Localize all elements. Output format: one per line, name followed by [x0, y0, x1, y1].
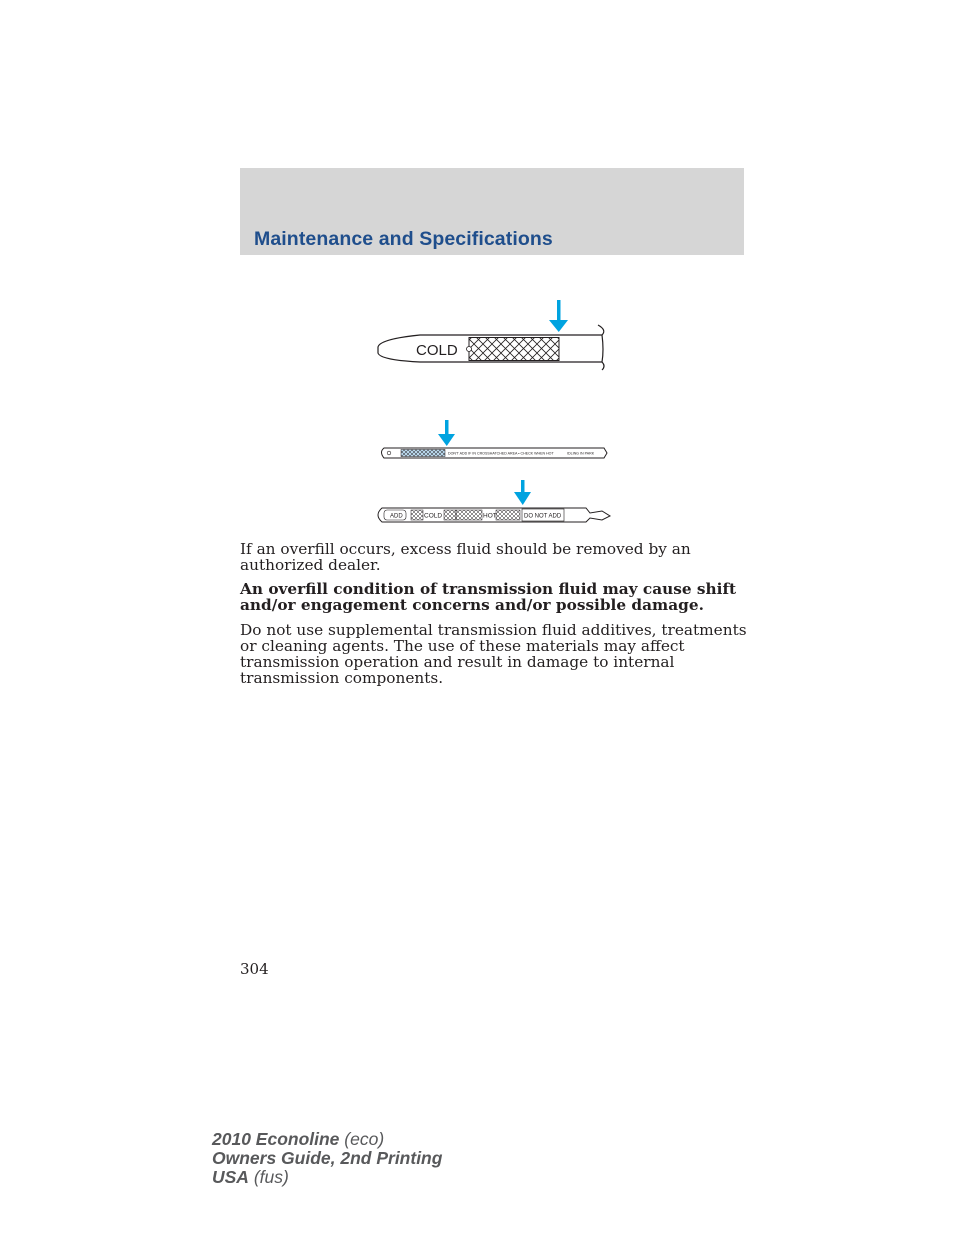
dipstick-hot-hatch-2 [444, 510, 456, 520]
dipstick-illustration [240, 290, 744, 535]
body-text [240, 541, 750, 694]
arrow-hot-head [514, 492, 531, 505]
footer-line-2: Owners Guide, 2nd Printing [212, 1148, 443, 1168]
arrow-cold [549, 300, 568, 332]
document-footer [212, 1130, 442, 1187]
dipstick-cold [378, 300, 604, 370]
footer-model: 2010 Econoline [212, 1129, 340, 1149]
dipstick-hot-hatch-4 [496, 510, 520, 520]
dipstick-hot-dna-label: DO NOT ADD [524, 513, 562, 520]
overfill-paragraph: If an overfill occurs, excess fluid should be removed by an authorized dealer. [240, 540, 691, 574]
footer-model-code: (eco) [344, 1129, 385, 1149]
dipstick-figure [240, 290, 744, 535]
arrow-hot [514, 480, 531, 505]
header-band [240, 168, 744, 255]
dipstick-hot-hot-label: HOT [483, 512, 497, 520]
footer-line-1 [212, 1130, 442, 1149]
dipstick-cold-label: COLD [416, 342, 458, 359]
dipstick-hot-hatch-3 [456, 510, 482, 520]
arrow-crosshatch-shaft [445, 420, 449, 436]
arrow-crosshatch-head [438, 434, 455, 446]
dipstick-crosshatch-idle: IDLING IN PARK [567, 451, 595, 456]
section-title: Maintenance and Specifications [254, 228, 553, 250]
arrow-hot-shaft [521, 480, 525, 494]
additives-paragraph: Do not use supplemental transmission fluid additives, treatments or cleaning agents. The use of these materials may affect transmission operation and result in damage to internal transmission components. [240, 621, 747, 687]
dipstick-crosshatch-caution: DON'T ADD IF IN CROSSHATCHED AREA • CHECK WHEN HOT [448, 451, 554, 456]
dipstick-hot-add-label: ADD [390, 513, 403, 520]
dipstick-hot-hatch-1 [411, 510, 423, 520]
arrow-cold-head [549, 320, 568, 332]
page-number: 304 [240, 960, 269, 978]
dipstick-crosshatch [382, 420, 608, 458]
arrow-crosshatch [438, 420, 455, 446]
footer-line-3 [212, 1168, 442, 1187]
dipstick-hot [378, 480, 610, 522]
dipstick-hot-cold-label: COLD [424, 512, 443, 520]
dipstick-crosshatch-hatch [401, 450, 445, 457]
dipstick-cold-dot [467, 347, 472, 352]
overfill-warning: An overfill condition of transmission fluid may cause shift and/or engagement concerns and/or possible damage. [240, 580, 737, 614]
arrow-cold-shaft [557, 300, 561, 322]
dipstick-cold-hatch [469, 338, 559, 361]
footer-market-code: (fus) [253, 1167, 289, 1187]
footer-market: USA [212, 1167, 249, 1187]
